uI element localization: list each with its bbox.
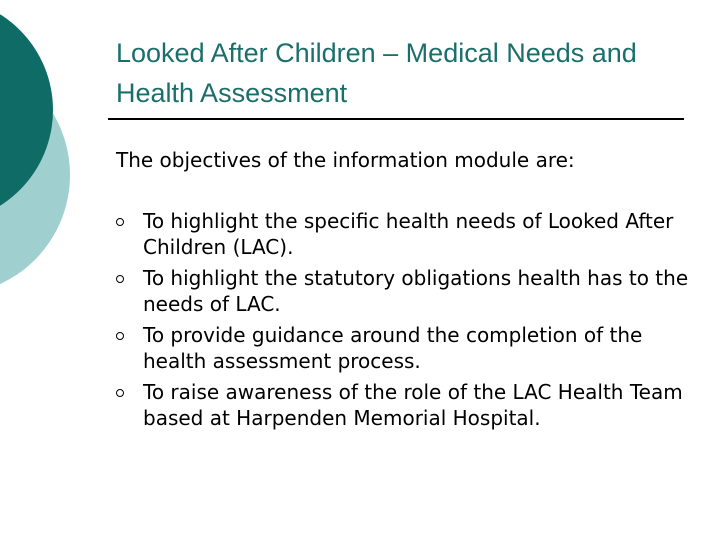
list-item: [116, 265, 696, 317]
decorative-circles: [0, 0, 120, 540]
objectives-list: [116, 208, 696, 436]
list-item-text: To highlight the specific health needs of Looked After Children (LAC).: [143, 209, 674, 259]
slide-title: Looked After Children – Medical Needs and Health Assessment: [116, 38, 637, 108]
list-item-text: To provide guidance around the completion of the health assessment process.: [143, 323, 643, 373]
circle-bullet-icon: [116, 275, 124, 283]
list-item: [116, 379, 696, 431]
circle-bullet-icon: [116, 389, 124, 397]
intro-text: The objectives of the information module are:: [116, 148, 575, 172]
list-item: [116, 208, 696, 260]
list-item-text: To raise awareness of the role of the LAC Health Team based at Harpenden Memorial Hospital.: [143, 380, 683, 430]
title-divider: [108, 118, 684, 120]
circle-bullet-icon: [116, 218, 124, 226]
list-item: [116, 322, 696, 374]
circle-bullet-icon: [116, 332, 124, 340]
list-item-text: To highlight the statutory obligations health has to the needs of LAC.: [143, 266, 689, 316]
